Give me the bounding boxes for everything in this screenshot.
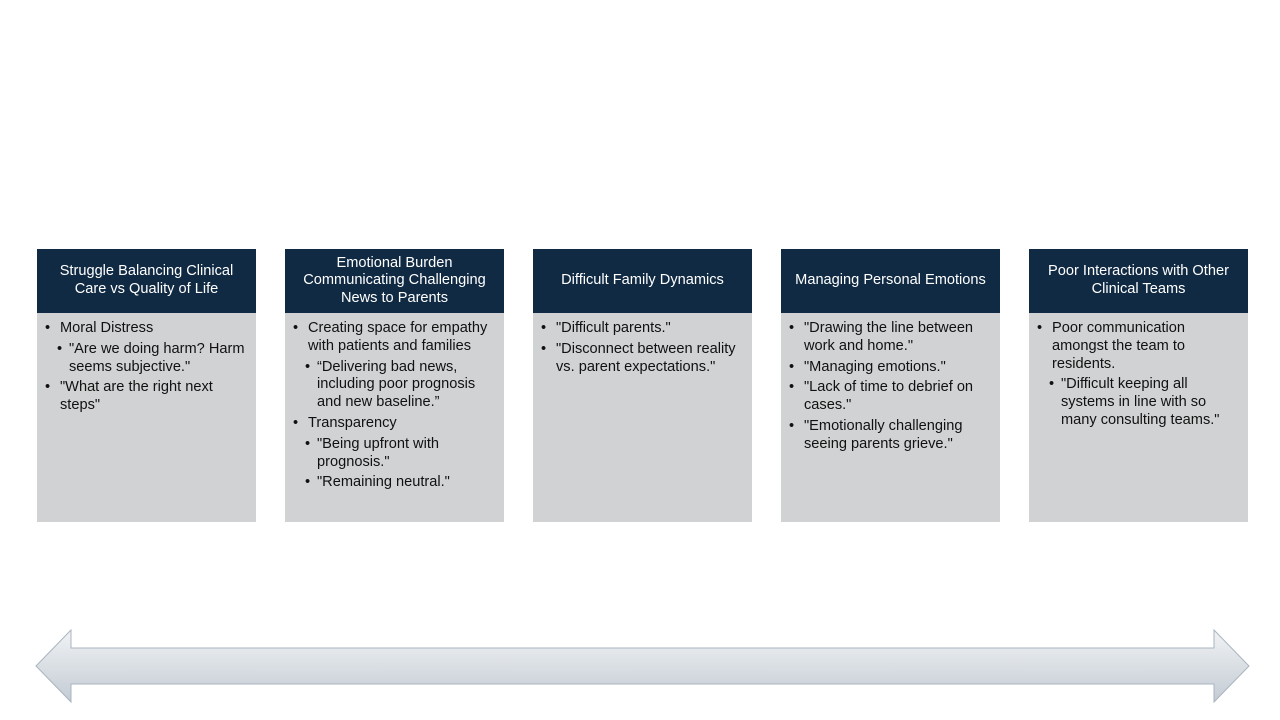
bullet-text: • "Difficult parents." (556, 320, 671, 336)
bullet-list (293, 320, 496, 492)
bullet-item (45, 320, 248, 338)
card-title: Struggle Balancing Clinical Care vs Quality of Life (37, 249, 256, 313)
card-body (533, 313, 752, 522)
card-body (781, 313, 1000, 522)
sub-bullet-item: • "Difficult keeping all systems in line with so many consulting teams." (1049, 376, 1240, 429)
sub-bullet-list (305, 359, 496, 412)
bullet-text: • Moral Distress (60, 320, 154, 336)
bullet-list (45, 320, 248, 415)
sub-bullet-item: • "Remaining neutral." (305, 474, 496, 492)
bullet-item (789, 320, 992, 356)
sub-bullet-list (305, 436, 496, 492)
bullet-item (541, 341, 744, 377)
card-personal-emotions (781, 249, 1000, 522)
bullet-item (789, 379, 992, 415)
bullet-text: • "What are the right next steps" (60, 379, 213, 414)
sub-bullet-item: • “Delivering bad news, including poor prognosis and new baseline.” (305, 359, 496, 412)
bullet-text: • "Managing emotions." (804, 358, 946, 375)
card-title: Managing Personal Emotions (781, 249, 1000, 313)
card-title: Difficult Family Dynamics (533, 249, 752, 313)
card-clinical-care (37, 249, 256, 522)
bullet-item (293, 320, 496, 356)
bullet-list (789, 320, 992, 454)
card-title: Emotional Burden Communicating Challenging News to Parents (285, 249, 504, 313)
double-headed-arrow (34, 628, 1252, 706)
bullet-list (1037, 320, 1240, 430)
bullet-text: • "Lack of time to debrief on cases." (804, 379, 974, 414)
bullet-text: • "Emotionally challenging seeing parents grieve." (804, 417, 963, 452)
bullet-item (541, 320, 744, 338)
bullet-text: • Transparency (308, 414, 397, 431)
bullet-text: • "Disconnect between reality vs. parent expectations." (556, 340, 736, 375)
sub-bullet-item: • "Are we doing harm? Harm seems subjective." (57, 341, 248, 377)
card-emotional-burden (285, 249, 504, 522)
bullet-item (1037, 320, 1240, 373)
bullet-item (45, 379, 248, 415)
sub-bullet-item: • "Being upfront with prognosis." (305, 436, 496, 472)
bullet-text: • Poor communication amongst the team to residents. (1052, 320, 1186, 372)
bullet-item (293, 415, 496, 433)
double-arrow-icon (34, 628, 1252, 706)
bullet-item (789, 418, 992, 454)
bullet-list (541, 320, 744, 376)
card-clinical-teams (1029, 249, 1248, 522)
bullet-text: • "Drawing the line between work and home." (804, 320, 974, 354)
card-body (37, 313, 256, 522)
bullet-text: • Creating space for empathy with patients and families (308, 320, 488, 354)
card-family-dynamics (533, 249, 752, 522)
sub-bullet-list (1049, 376, 1240, 429)
sub-bullet-list (57, 341, 248, 377)
card-body (285, 313, 504, 522)
bullet-item (789, 359, 992, 377)
card-title: Poor Interactions with Other Clinical Teams (1029, 249, 1248, 313)
card-body (1029, 313, 1248, 522)
